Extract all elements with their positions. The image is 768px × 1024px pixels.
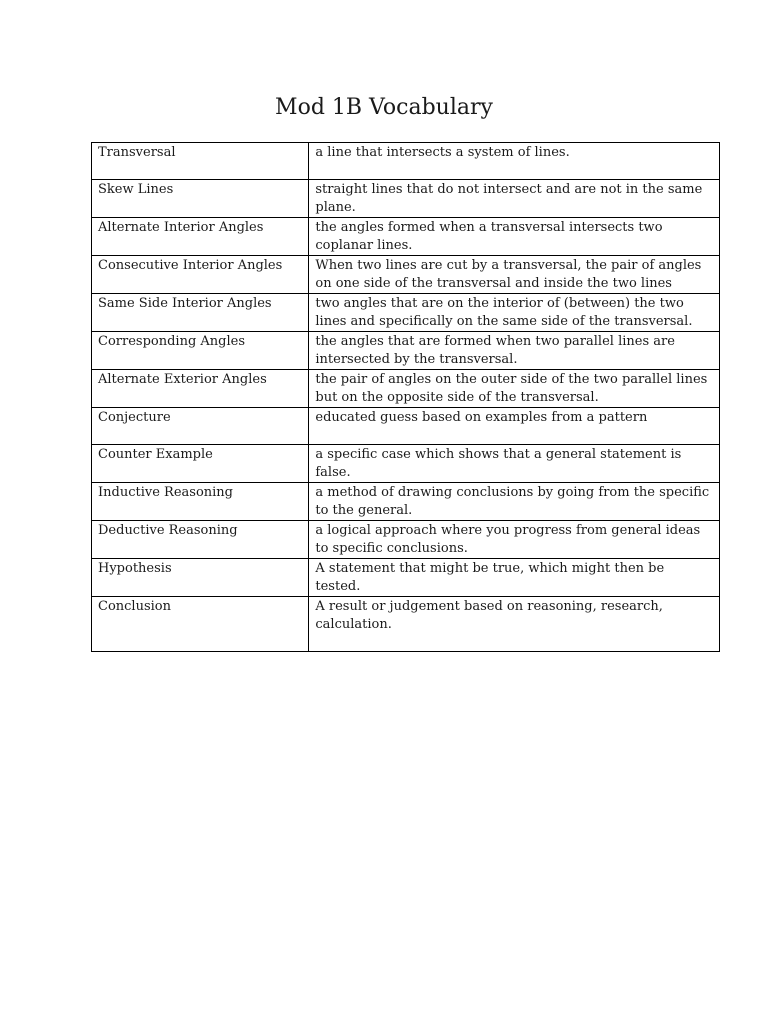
definition-cell: a specific case which shows that a general statement is false.	[309, 445, 720, 483]
table-row	[92, 218, 720, 256]
vocabulary-table	[91, 142, 720, 652]
table-row	[92, 256, 720, 294]
definition-cell: straight lines that do not intersect and are not in the same plane.	[309, 180, 720, 218]
definition-cell: the pair of angles on the outer side of the two parallel lines but on the opposite side of the transversal.	[309, 370, 720, 408]
table-row	[92, 559, 720, 597]
table-row	[92, 445, 720, 483]
table-row	[92, 597, 720, 652]
term-cell: Hypothesis	[92, 559, 309, 597]
definition-cell: A statement that might be true, which might then be tested.	[309, 559, 720, 597]
table-row	[92, 294, 720, 332]
term-cell: Corresponding Angles	[92, 332, 309, 370]
term-cell: Same Side Interior Angles	[92, 294, 309, 332]
term-cell: Consecutive Interior Angles	[92, 256, 309, 294]
table-row	[92, 370, 720, 408]
table-row	[92, 521, 720, 559]
term-cell: Alternate Exterior Angles	[92, 370, 309, 408]
definition-cell: A result or judgement based on reasoning, research, calculation.	[309, 597, 720, 652]
term-cell: Conjecture	[92, 408, 309, 445]
term-cell: Transversal	[92, 143, 309, 180]
definition-cell: the angles formed when a transversal intersects two coplanar lines.	[309, 218, 720, 256]
page-title: Mod 1B Vocabulary	[275, 95, 493, 120]
term-cell: Inductive Reasoning	[92, 483, 309, 521]
definition-cell: the angles that are formed when two parallel lines are intersected by the transversal.	[309, 332, 720, 370]
term-cell: Skew Lines	[92, 180, 309, 218]
definition-cell: educated guess based on examples from a pattern	[309, 408, 720, 445]
definition-cell: two angles that are on the interior of (between) the two lines and specifically on the same side of the transversal.	[309, 294, 720, 332]
term-cell: Conclusion	[92, 597, 309, 652]
definition-cell: a line that intersects a system of lines.	[309, 143, 720, 180]
definition-cell: When two lines are cut by a transversal, the pair of angles on one side of the transversal and inside the two lines	[309, 256, 720, 294]
definition-cell: a method of drawing conclusions by going from the specific to the general.	[309, 483, 720, 521]
table-row	[92, 332, 720, 370]
table-row	[92, 483, 720, 521]
table-row	[92, 180, 720, 218]
term-cell: Alternate Interior Angles	[92, 218, 309, 256]
definition-cell: a logical approach where you progress from general ideas to specific conclusions.	[309, 521, 720, 559]
table-row	[92, 408, 720, 445]
term-cell: Counter Example	[92, 445, 309, 483]
table-row	[92, 143, 720, 180]
term-cell: Deductive Reasoning	[92, 521, 309, 559]
